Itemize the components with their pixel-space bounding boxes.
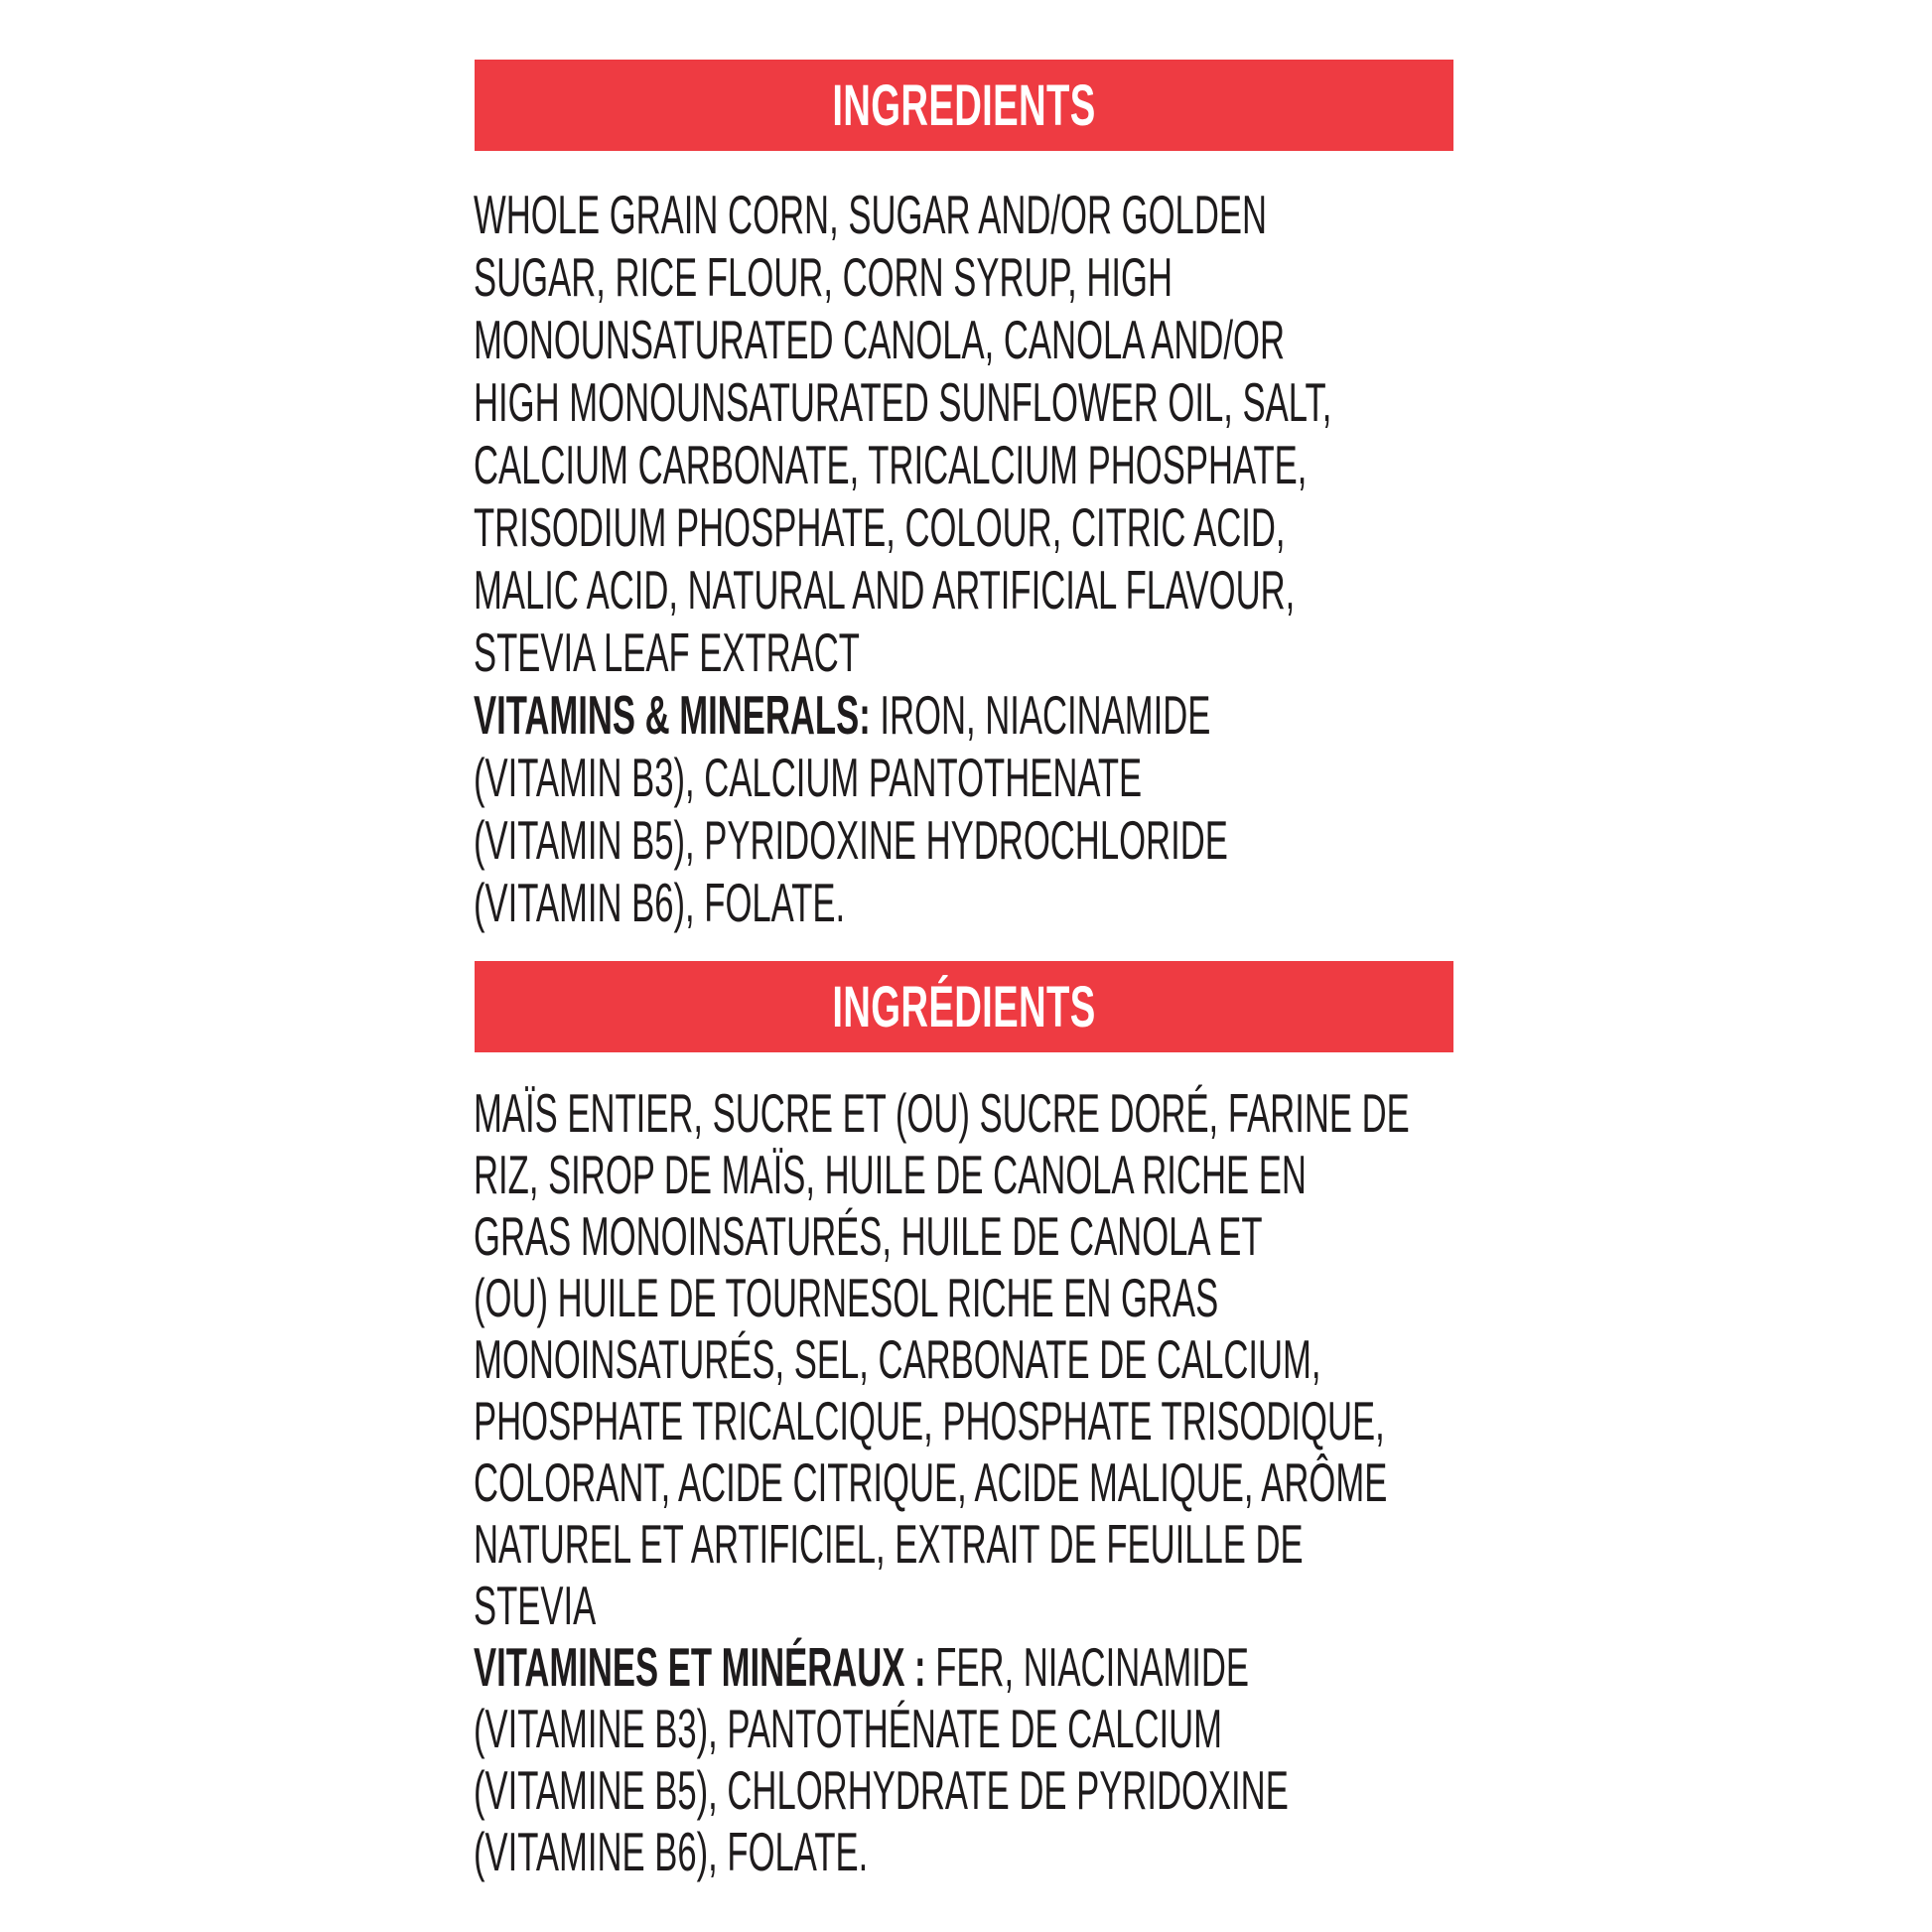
ingredient-line: NATUREL ET ARTIFICIEL, EXTRAIT DE FEUILLE DE xyxy=(474,1513,1304,1575)
ingredient-line: GRAS MONOINSATURÉS, HUILE DE CANOLA ET xyxy=(474,1205,1263,1267)
vitamins-minerals-line xyxy=(474,1636,1410,1698)
ingredients-title-french: INGRÉDIENTS xyxy=(832,974,1096,1039)
ingredient-line: PHOSPHATE TRICALCIQUE, PHOSPHATE TRISODIQUE, xyxy=(474,1390,1385,1451)
ingredient-line: COLORANT, ACIDE CITRIQUE, ACIDE MALIQUE, ARÔME xyxy=(474,1451,1388,1513)
vitamin-line: (VITAMINE B3), PANTOTHÉNATE DE CALCIUM xyxy=(474,1698,1223,1759)
vitamins-minerals-label-english: VITAMINS & MINERALS: xyxy=(474,684,871,746)
ingredient-line: (OU) HUILE DE TOURNESOL RICHE EN GRAS xyxy=(474,1267,1219,1328)
ingredient-line: WHOLE GRAIN CORN, SUGAR AND/OR GOLDEN xyxy=(474,184,1267,245)
vitamins-minerals-label-french: VITAMINES ET MINÉRAUX : xyxy=(474,1636,926,1698)
ingredients-title-english: INGREDIENTS xyxy=(832,72,1096,138)
ingredient-line: MONOINSATURÉS, SEL, CARBONATE DE CALCIUM, xyxy=(474,1328,1321,1390)
ingredient-line: STEVIA xyxy=(474,1575,597,1636)
vitamin-line: (VITAMIN B3), CALCIUM PANTOTHENATE xyxy=(474,747,1143,808)
ingredient-line: TRISODIUM PHOSPHATE, COLOUR, CITRIC ACID, xyxy=(474,496,1286,558)
ingredient-line: MAÏS ENTIER, SUCRE ET (OU) SUCRE DORÉ, FARINE DE xyxy=(474,1082,1410,1144)
vitamins-minerals-line xyxy=(474,684,1331,747)
ingredients-body-english xyxy=(474,184,1836,934)
vitamin-line: (VITAMINE B5), CHLORHYDRATE DE PYRIDOXINE xyxy=(474,1759,1289,1821)
ingredient-line: MALIC ACID, NATURAL AND ARTIFICIAL FLAVOUR, xyxy=(474,559,1296,621)
ingredient-line: HIGH MONOUNSATURATED SUNFLOWER OIL, SALT, xyxy=(474,371,1332,433)
ingredient-line: CALCIUM CARBONATE, TRICALCIUM PHOSPHATE, xyxy=(474,434,1308,495)
ingredients-header-bar-french xyxy=(475,961,1453,1052)
ingredient-line: MONOUNSATURATED CANOLA, CANOLA AND/OR xyxy=(474,309,1285,370)
vitamins-minerals-text: FER, NIACINAMIDE xyxy=(925,1636,1249,1698)
ingredient-line: STEVIA LEAF EXTRACT xyxy=(474,621,860,683)
ingredient-line: RIZ, SIROP DE MAÏS, HUILE DE CANOLA RICHE EN xyxy=(474,1144,1307,1205)
vitamins-minerals-text: IRON, NIACINAMIDE xyxy=(870,684,1211,746)
vitamin-line: (VITAMINE B6), FOLATE. xyxy=(474,1821,869,1882)
ingredients-header-bar-english xyxy=(475,60,1453,151)
vitamin-line: (VITAMIN B6), FOLATE. xyxy=(474,872,846,933)
ingredients-body-french xyxy=(474,1082,1932,1882)
ingredient-line: SUGAR, RICE FLOUR, CORN SYRUP, HIGH xyxy=(474,246,1173,308)
vitamin-line: (VITAMIN B5), PYRIDOXINE HYDROCHLORIDE xyxy=(474,809,1228,871)
